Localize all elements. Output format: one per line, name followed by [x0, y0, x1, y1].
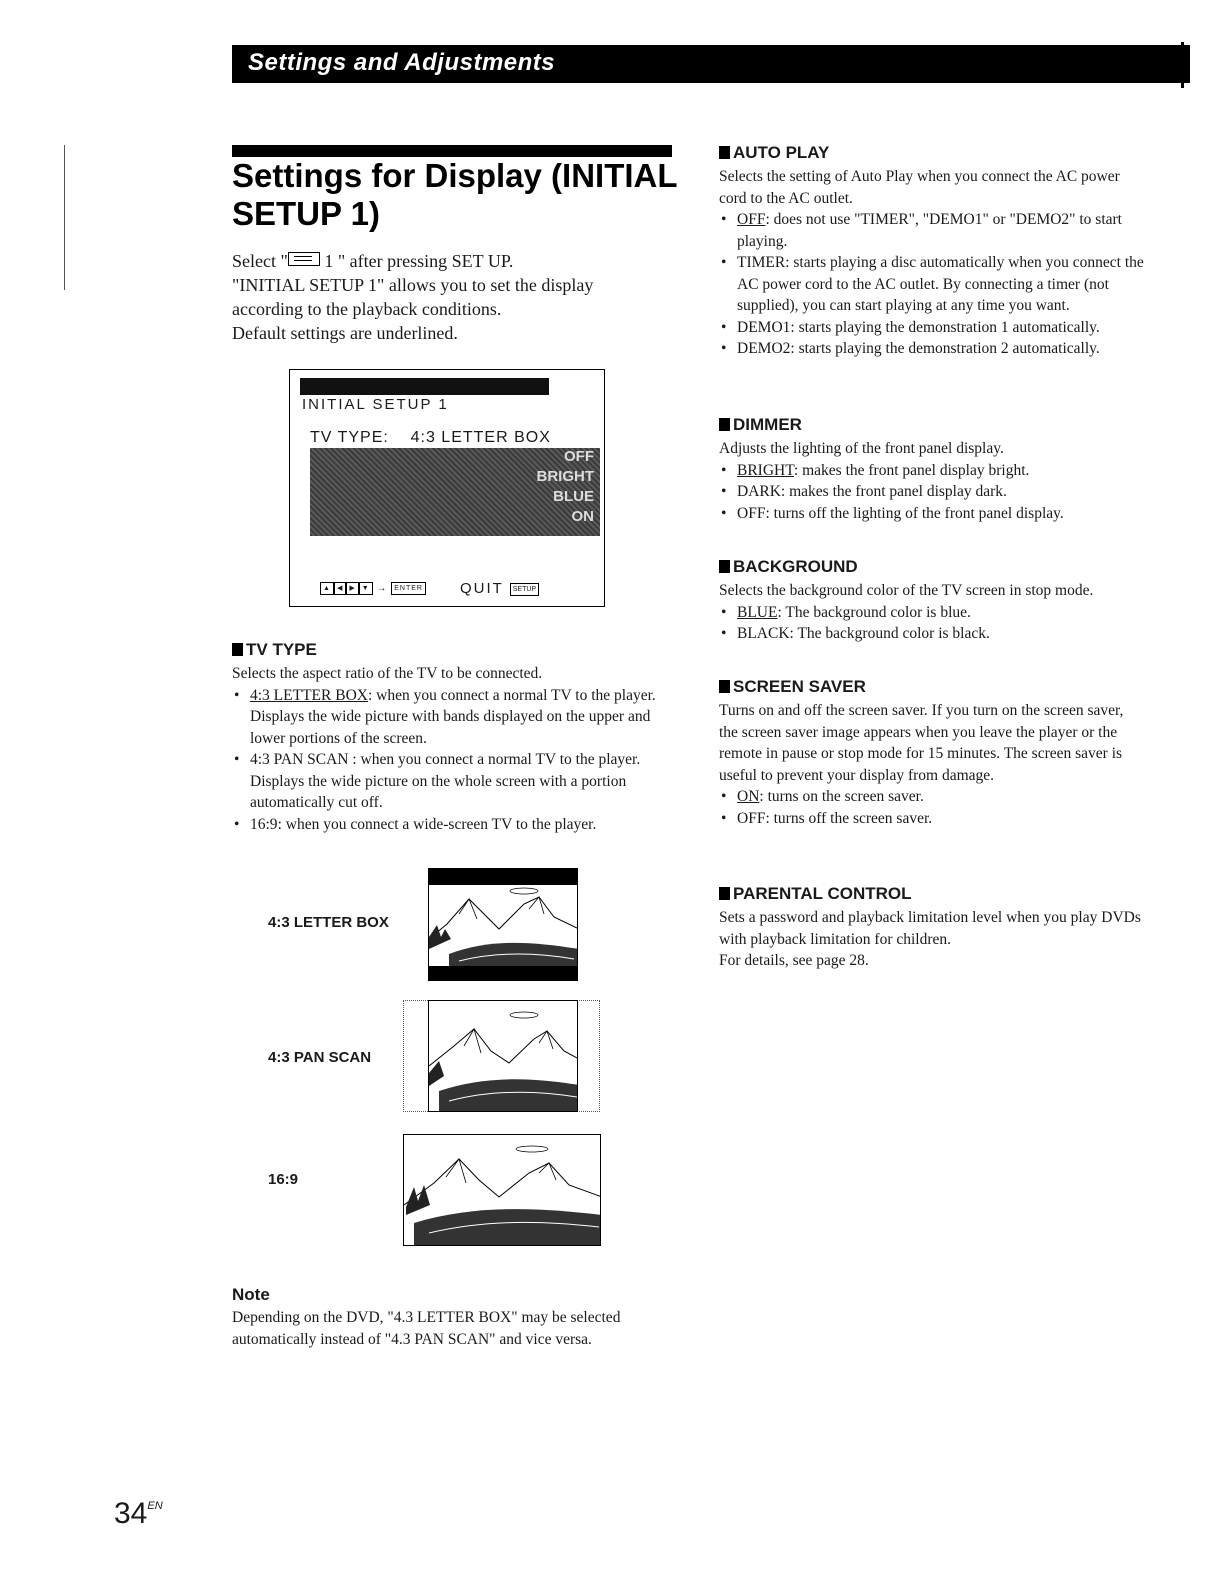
landscape-image — [429, 1001, 578, 1112]
background-desc: Selects the background color of the TV screen in stop mode. — [719, 582, 1094, 599]
auto-play-section — [719, 166, 1149, 360]
screen-saver-desc: Turns on and off the screen saver. If you turn on the screen saver, the screen saver image appears when you leave the player or the remote in pause or stop mode for 15 minutes. The screen saver is useful to prevent your display from damage. — [719, 702, 1124, 784]
osd-navigation-hint — [320, 582, 426, 595]
illustration-label: 16:9 — [268, 1171, 299, 1188]
osd-option: ON — [571, 508, 594, 525]
note-heading: Note — [232, 1285, 270, 1304]
osd-option: BLUE — [553, 488, 594, 505]
tv-type-desc: Selects the aspect ratio of the TV to be connected. — [232, 665, 543, 682]
setup-menu-icon — [288, 252, 320, 266]
arrow-up-icon: ▲ — [320, 582, 334, 595]
dimmer-section — [719, 438, 1149, 524]
parental-control-desc: Sets a password and playback limitation level when you play DVDs with playback limitation for children. — [719, 909, 1141, 948]
section-header-title: Settings and Adjustments — [248, 49, 556, 76]
page-reference: For details, see page 28. — [719, 952, 869, 969]
background-heading: BACKGROUND — [719, 557, 858, 577]
auto-play-desc: Selects the setting of Auto Play when you connect the AC power cord to the AC outlet. — [719, 168, 1120, 207]
list-item: • BRIGHT: makes the front panel display bright. — [719, 460, 1149, 482]
arrow-left-icon: ◀ — [334, 582, 346, 595]
list-item: • OFF: turns off the lighting of the front panel display. — [719, 503, 1149, 525]
note-text: Depending on the DVD, "4.3 LETTER BOX" may be selected automatically instead of "4.3 PAN SCAN" and vice versa. — [232, 1309, 621, 1348]
intro-select: Select " 1 " after pressing SET UP. — [232, 251, 514, 271]
list-item: • BLACK: The background color is black. — [719, 623, 1149, 645]
margin-line — [64, 145, 65, 290]
screen-saver-section — [719, 700, 1144, 829]
list-item: • 4:3 LETTER BOX: when you connect a normal TV to the player. Displays the wide picture with bands displayed on the upper and lower portions of the screen. — [232, 685, 672, 750]
osd-option: BRIGHT — [536, 468, 594, 485]
tv-type-heading: TV TYPE — [232, 640, 317, 660]
arrow-right-icon: ▶ — [346, 582, 358, 595]
osd-option: OFF — [564, 448, 594, 465]
list-item: • TIMER: starts playing a disc automatically when you connect the AC power cord to the AC outlet. By connecting a timer (not supplied), you can start playing at any time you want. — [719, 252, 1149, 317]
intro-description: "INITIAL SETUP 1" allows you to set the display according to the playback conditions. — [232, 275, 594, 319]
dimmer-desc: Adjusts the lighting of the front panel display. — [719, 440, 1004, 457]
header-edge-mark — [1181, 42, 1184, 88]
landscape-image — [404, 1135, 601, 1246]
page-title: Settings for Display (INITIAL SETUP 1) — [232, 157, 677, 232]
tv-type-section — [232, 663, 672, 835]
title-rule — [232, 145, 672, 157]
list-item: • OFF: does not use "TIMER", "DEMO1" or "DEMO2" to start playing. — [719, 209, 1149, 252]
list-item: • OFF: turns off the screen saver. — [719, 808, 1144, 830]
osd-tv-type-item: TV TYPE: 4:3 LETTER BOX — [310, 429, 551, 446]
osd-heading: INITIAL SETUP 1 — [302, 396, 449, 413]
osd-screen — [289, 369, 605, 607]
osd-options-panel — [310, 448, 600, 536]
list-item: • BLUE: The background color is blue. — [719, 602, 1149, 624]
arrow-to-icon: → — [376, 583, 388, 595]
widescreen-illustration — [403, 1134, 601, 1246]
intro-defaults: Default settings are underlined. — [232, 323, 458, 343]
osd-quit-hint: QUIT SETUP — [460, 580, 539, 597]
list-item: • 4:3 PAN SCAN : when you connect a normal TV to the player. Displays the wide picture on the whole screen with a portion automatically cut off. — [232, 749, 672, 814]
list-item: • 16:9: when you connect a wide-screen TV to the player. — [232, 814, 672, 836]
parental-control-section — [719, 907, 1159, 972]
list-item: • ON: turns on the screen saver. — [719, 786, 1144, 808]
illustration-label: 4:3 LETTER BOX — [268, 914, 389, 931]
setup-key-icon: SETUP — [510, 583, 539, 596]
list-item: • DEMO2: starts playing the demonstration 2 automatically. — [719, 338, 1149, 360]
enter-key-icon: ENTER — [391, 582, 426, 595]
illustration-label: 4:3 PAN SCAN — [268, 1049, 372, 1066]
arrow-down-icon: ▼ — [359, 582, 373, 595]
parental-control-heading: PARENTAL CONTROL — [719, 884, 912, 904]
pan-scan-illustration — [428, 1000, 578, 1112]
list-item: • DEMO1: starts playing the demonstration 1 automatically. — [719, 317, 1149, 339]
auto-play-heading: AUTO PLAY — [719, 143, 829, 163]
letterbox-illustration — [428, 868, 578, 981]
list-item: • DARK: makes the front panel display dark. — [719, 481, 1149, 503]
landscape-image — [429, 869, 578, 981]
background-section — [719, 580, 1149, 645]
dimmer-heading: DIMMER — [719, 415, 802, 435]
screen-saver-heading: SCREEN SAVER — [719, 677, 866, 697]
osd-title-bar — [300, 378, 549, 395]
page-number: $34^{EN}$ — [114, 1497, 163, 1530]
